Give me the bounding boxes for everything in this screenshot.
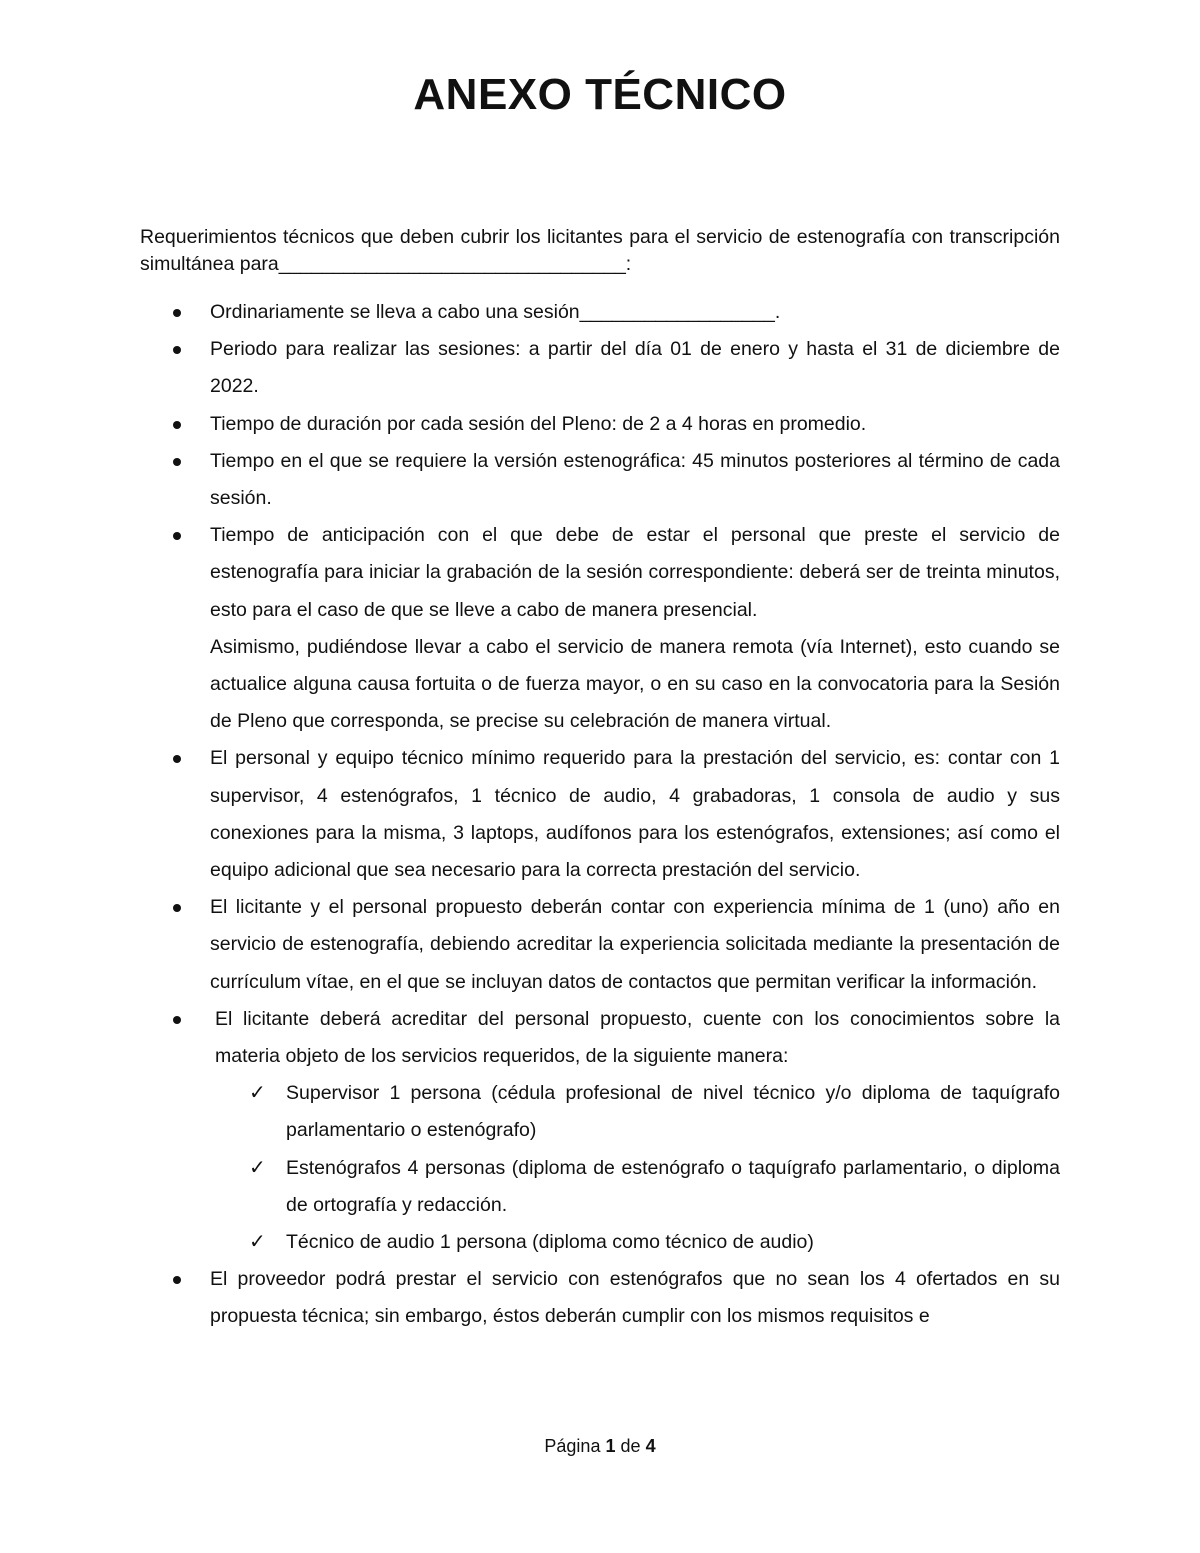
intro-paragraph: Requerimientos técnicos que deben cubrir los licitantes para el servicio de estenografía con transcripción simultánea para________________________________: [140, 226, 1060, 275]
bullet-icon [173, 1276, 181, 1284]
bullet-icon [173, 532, 181, 540]
bullet-icon [173, 346, 181, 354]
checklist-item [215, 1224, 1060, 1261]
list-item [140, 294, 1060, 331]
list-item [140, 517, 1060, 740]
bullet-icon [173, 755, 181, 763]
page-total: 4 [645, 1436, 656, 1456]
page-number: 1 [605, 1436, 616, 1456]
qualification-checklist [215, 1075, 1060, 1261]
list-item [140, 889, 1060, 1001]
list-item-text: Tiempo de duración por cada sesión del Pleno: de 2 a 4 horas en promedio. [210, 412, 867, 435]
bullet-icon [173, 1016, 181, 1024]
checklist-item [215, 1150, 1060, 1224]
list-item [140, 740, 1060, 889]
checklist-item-text: Técnico de audio 1 persona (diploma como técnico de audio) [286, 1231, 814, 1254]
checklist-item [215, 1075, 1060, 1149]
list-item [140, 1001, 1060, 1261]
list-item-text: Tiempo en el que se requiere la versión estenográfica: 45 minutos posteriores al término de cada sesión. [210, 449, 1060, 510]
page-label: Página [544, 1436, 601, 1456]
list-item-text: El proveedor podrá prestar el servicio con estenógrafos que no sean los 4 ofertados en su propuesta técnica; sin embargo, éstos deberán cumplir con los mismos requisitos e [210, 1268, 1060, 1328]
checklist-item-text: Estenógrafos 4 personas (diploma de estenógrafo o taquígrafo parlamentario, o diploma de ortografía y redacción. [286, 1156, 1060, 1216]
bullet-icon [173, 904, 181, 912]
list-item-text: El licitante deberá acreditar del personal propuesto, cuente con los conocimientos sobre la materia objeto de los servicios requeridos, de la siguiente manera: [215, 1007, 1060, 1068]
check-icon: ✓ [249, 1231, 266, 1254]
list-item [140, 406, 1060, 443]
requirements-list [140, 294, 1060, 1336]
bullet-icon [173, 458, 181, 466]
list-item-text: El licitante y el personal propuesto deberán contar con experiencia mínima de 1 (uno) año en servicio de estenografía, debiendo acreditar la experiencia solicitada mediante la presentación de currículum vítae, en el que se incluyan datos de contactos que permitan verificar la información. [210, 896, 1060, 993]
list-item-text: Periodo para realizar las sesiones: a partir del día 01 de enero y hasta el 31 de diciembre de 2022. [210, 338, 1060, 398]
list-item-text: Tiempo de anticipación con el que debe de estar el personal que preste el servicio de estenografía para iniciar la grabación de la sesión correspondiente: deberá ser de treinta minutos, esto para el caso de que se lleve a cabo de manera presencial. [210, 524, 1060, 621]
list-item [140, 443, 1060, 517]
document-title: ANEXO TÉCNICO [413, 70, 787, 119]
list-item [140, 331, 1060, 405]
list-item-continuation: Asimismo, pudiéndose llevar a cabo el servicio de manera remota (vía Internet), esto cuando se actualice alguna causa fortuita o de fuerza mayor, o en su caso en la convocatoria para la Sesión de Pleno que corresponda, se precise su celebración de manera virtual. [210, 635, 1060, 733]
page-footer [0, 1436, 1200, 1457]
checklist-item-text: Supervisor 1 persona (cédula profesional de nivel técnico y/o diploma de taquígrafo parlamentario o estenógrafo) [286, 1082, 1060, 1142]
check-icon: ✓ [249, 1156, 266, 1179]
bullet-icon [173, 421, 181, 429]
list-item [140, 1261, 1060, 1335]
of-label: de [620, 1436, 641, 1456]
list-item-text: El personal y equipo técnico mínimo requerido para la prestación del servicio, es: contar con 1 supervisor, 4 estenógrafos, 1 técnico de audio, 4 grabadoras, 1 consola de audio y sus conexiones para la misma, 3 laptops, audífonos para los estenógrafos, extensiones; así como el equipo adicional que sea necesario para la correcta prestación del servicio. [210, 747, 1060, 882]
bullet-icon [173, 309, 181, 317]
check-icon: ✓ [249, 1082, 266, 1105]
list-item-text: Ordinariamente se lleva a cabo una sesión__________________. [210, 301, 781, 323]
